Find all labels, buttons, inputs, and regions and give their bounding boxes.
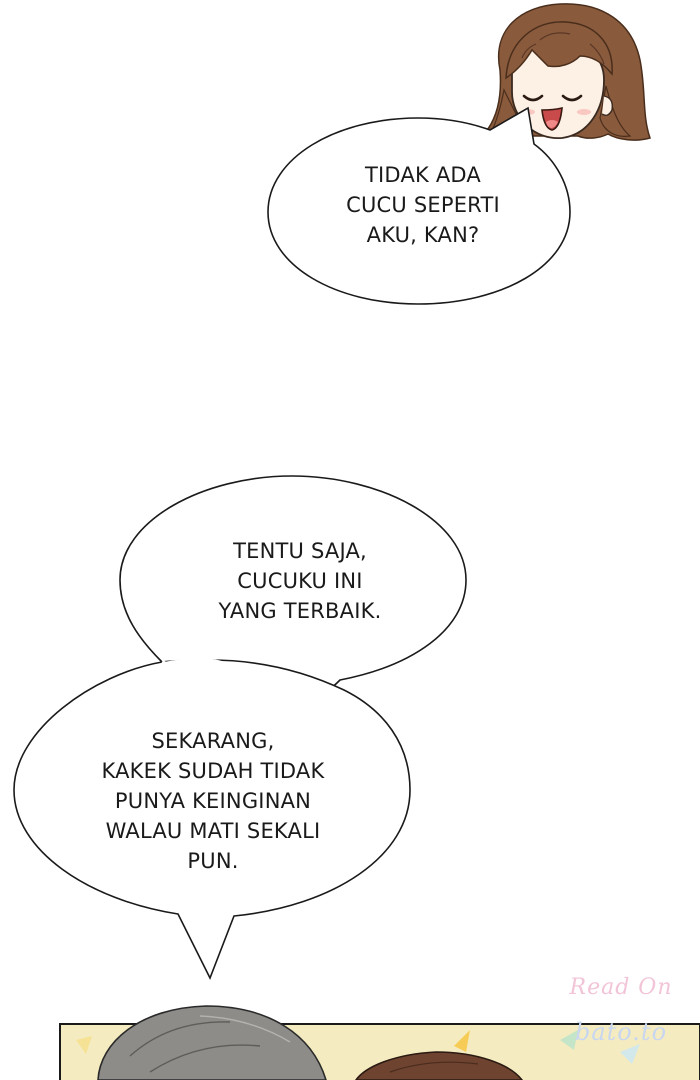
speech-bubble-1-text: TIDAK ADA CUCU SEPERTI AKU, KAN? — [346, 163, 500, 247]
watermark-read-on: Read On — [569, 975, 673, 1000]
grandfather-head-icon — [98, 1006, 326, 1080]
speech-bubble-2-text: TENTU SAJA, CUCUKU INI YANG TERBAIK. — [218, 539, 382, 623]
watermark-site: bato.to — [574, 1018, 668, 1046]
speech-bubble-3-text: SEKARANG, KAKEK SUDAH TIDAK PUNYA KEINGINAN WALAU MATI SEKALI PUN. — [101, 729, 325, 873]
